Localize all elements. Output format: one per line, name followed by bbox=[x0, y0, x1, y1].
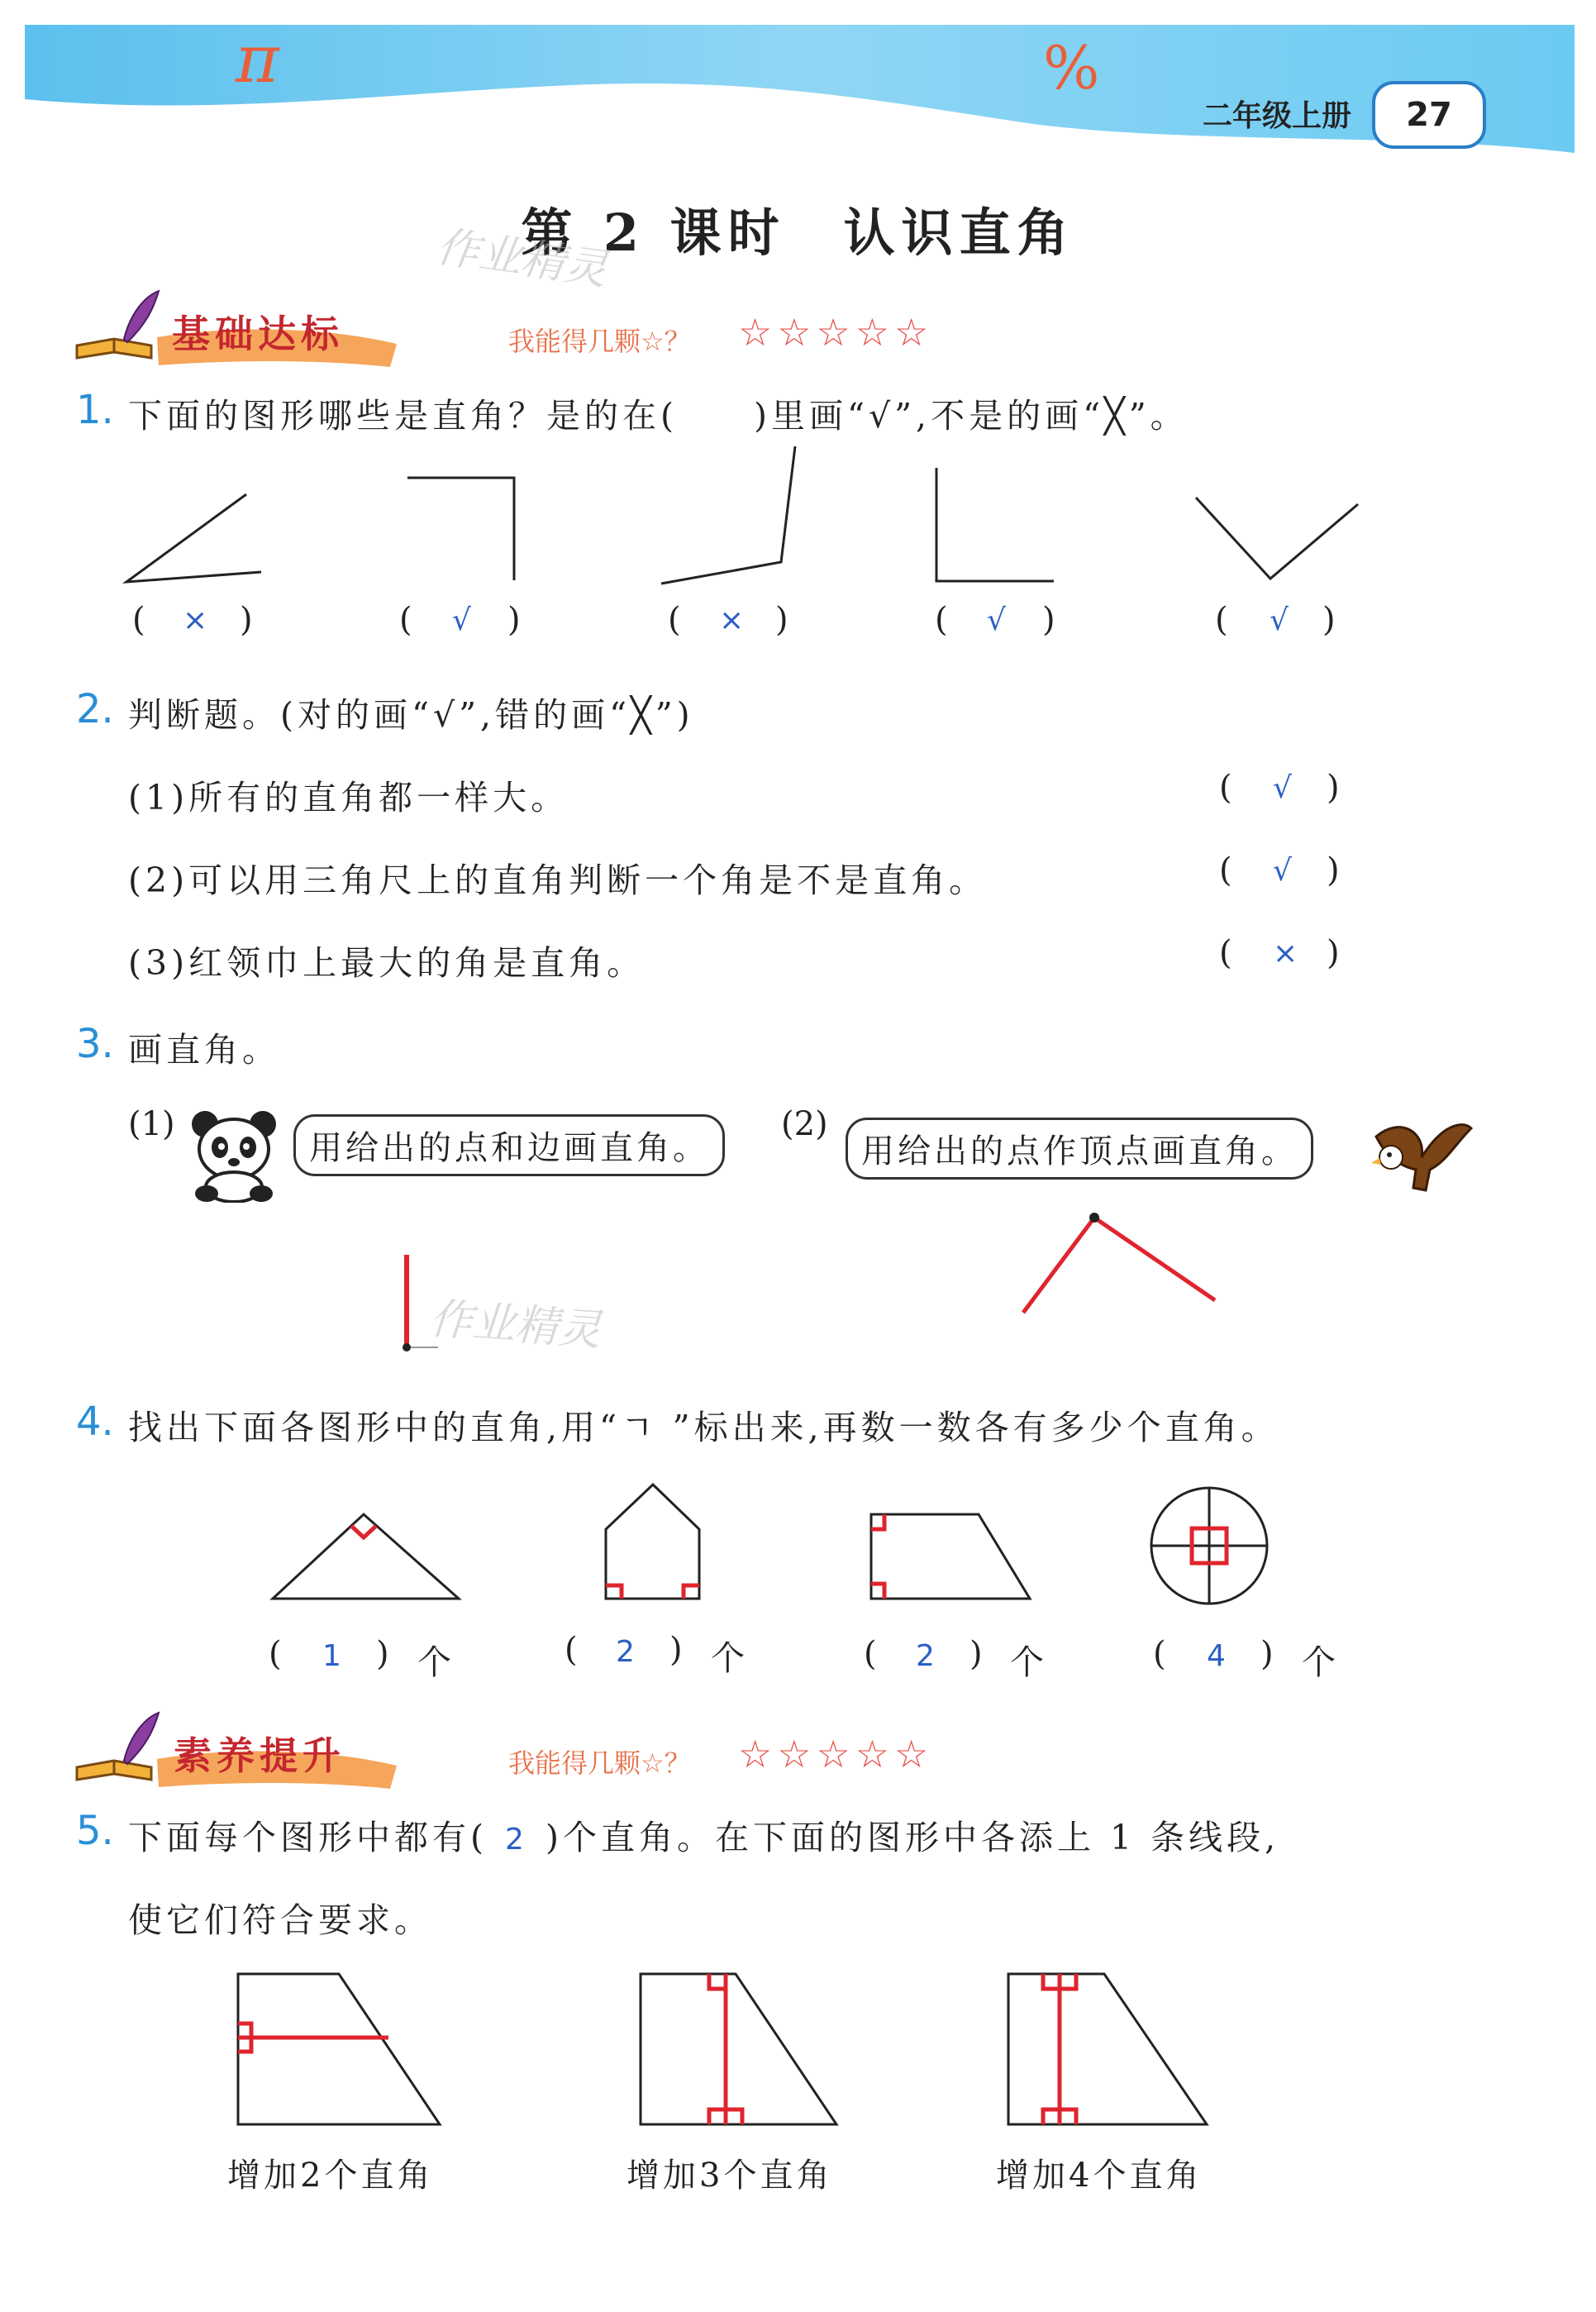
figure-caption: 增加2个直角 bbox=[227, 2157, 434, 2195]
section-title-basic: 基础达标 bbox=[172, 312, 344, 356]
answer-paren: ) bbox=[669, 1631, 683, 1669]
answer-paren: ( bbox=[1219, 769, 1232, 807]
answer-paren: ( bbox=[565, 1631, 578, 1669]
answer-count: 2 bbox=[916, 1639, 935, 1673]
statement-item: (1)所有的直角都一样大。 bbox=[128, 778, 569, 818]
answer-paren: ( bbox=[864, 1635, 877, 1673]
question-text bbox=[128, 1810, 1279, 1859]
watermark: 作业精灵 bbox=[433, 222, 611, 296]
answer-paren: ) bbox=[507, 601, 521, 639]
page-number: 27 bbox=[1372, 81, 1486, 149]
answer-paren: ( bbox=[1219, 851, 1232, 889]
figure-caption: 增加3个直角 bbox=[626, 2157, 833, 2195]
question-text-line2: 使它们符合要求。 bbox=[128, 1900, 432, 1940]
percent-symbol: % bbox=[1043, 33, 1100, 102]
unit-label: 个 bbox=[711, 1638, 749, 1678]
answer-paren: ) bbox=[1042, 601, 1055, 639]
question-text: 画直角。 bbox=[128, 1030, 280, 1070]
answer-paren: ) bbox=[1327, 769, 1340, 807]
eagle-icon bbox=[1368, 1112, 1475, 1194]
speech-bubble: 用给出的点和边画直角。 bbox=[293, 1114, 725, 1176]
answer-paren: ) bbox=[1327, 934, 1340, 972]
answer-mark: √ bbox=[987, 603, 1006, 637]
answer-paren: ( bbox=[1153, 1635, 1166, 1673]
question-text: 找出下面各图形中的直角,用“ㄱ ”标出来,再数一数各有多少个直角。 bbox=[128, 1408, 1279, 1447]
question-text-part: )个直角。在下面的图形中各添上 1 条线段, bbox=[545, 1818, 1280, 1857]
lesson-title-part1: 第 2 课时 bbox=[521, 203, 786, 263]
given-vertex-angle bbox=[1008, 1203, 1223, 1318]
question-text: 下面的图形哪些是直角？是的在( )里画“√”,不是的画“╳”。 bbox=[128, 396, 1189, 436]
answer-mark: √ bbox=[1273, 854, 1292, 888]
q4-shape-figures bbox=[248, 1480, 1322, 1628]
lesson-title bbox=[0, 192, 1596, 265]
rating-stars[interactable]: ☆☆☆☆☆ bbox=[738, 310, 934, 355]
rating-prompt: 我能得几颗☆？ bbox=[508, 1747, 691, 1779]
answer-count: 4 bbox=[1207, 1639, 1226, 1673]
answer-count: 2 bbox=[616, 1635, 635, 1669]
answer-paren: ( bbox=[1219, 934, 1232, 972]
watermark: 作业精灵 bbox=[427, 1294, 603, 1356]
grade-label: 二年级上册 bbox=[1203, 99, 1352, 133]
answer-paren: ) bbox=[1327, 851, 1340, 889]
question-number: 3. bbox=[76, 1021, 114, 1067]
answer-count: 1 bbox=[322, 1639, 341, 1673]
lesson-title-part2: 认识直角 bbox=[843, 203, 1075, 263]
question-text: 判断题。(对的画“√”,错的画“╳”) bbox=[128, 695, 694, 735]
question-number: 4. bbox=[76, 1399, 114, 1445]
unit-label: 个 bbox=[1302, 1642, 1340, 1682]
question-number: 5. bbox=[76, 1808, 114, 1854]
answer-mark: √ bbox=[452, 603, 471, 637]
question-text-part: 下面每个图形中都有( bbox=[128, 1818, 488, 1857]
answer-paren: ( bbox=[269, 1635, 282, 1673]
question-number: 2. bbox=[76, 686, 114, 732]
question-number: 1. bbox=[76, 387, 114, 433]
sub-question-label: (2) bbox=[781, 1105, 828, 1143]
answer-paren: ) bbox=[775, 601, 788, 639]
answer-paren: ) bbox=[1322, 601, 1336, 639]
statement-item: (2)可以用三角尺上的直角判断一个角是不是直角。 bbox=[128, 860, 988, 900]
answer-paren: ( bbox=[1215, 601, 1228, 639]
answer-mark: √ bbox=[1273, 771, 1292, 805]
answer-mark: √ bbox=[1270, 603, 1289, 637]
answer-mark: × bbox=[1273, 937, 1298, 970]
answer-mark: × bbox=[183, 603, 208, 637]
q1-angle-figures bbox=[116, 446, 1405, 595]
unit-label: 个 bbox=[417, 1642, 455, 1682]
rating-prompt: 我能得几颗☆？ bbox=[508, 326, 691, 357]
answer-paren: ( bbox=[399, 601, 412, 639]
answer-paren: ( bbox=[668, 601, 681, 639]
q5-trapezoid-figures bbox=[223, 1967, 1248, 2149]
answer-count: 2 bbox=[505, 1823, 528, 1857]
panda-icon bbox=[188, 1108, 279, 1203]
statement-item: (3)红领巾上最大的角是直角。 bbox=[128, 943, 646, 983]
answer-paren: ( bbox=[132, 601, 145, 639]
rating-stars[interactable]: ☆☆☆☆☆ bbox=[738, 1732, 934, 1776]
answer-paren: ) bbox=[240, 601, 253, 639]
answer-paren: ) bbox=[376, 1635, 389, 1673]
answer-paren: ) bbox=[1260, 1635, 1274, 1673]
speech-bubble: 用给出的点作顶点画直角。 bbox=[846, 1118, 1313, 1180]
answer-mark: × bbox=[719, 603, 745, 637]
section-title-advanced: 素养提升 bbox=[174, 1733, 345, 1778]
sub-question-label: (1) bbox=[128, 1105, 175, 1143]
pi-symbol: π bbox=[236, 21, 279, 98]
unit-label: 个 bbox=[1010, 1642, 1048, 1682]
answer-paren: ( bbox=[935, 601, 948, 639]
answer-paren: ) bbox=[970, 1635, 983, 1673]
figure-caption: 增加4个直角 bbox=[996, 2157, 1203, 2195]
